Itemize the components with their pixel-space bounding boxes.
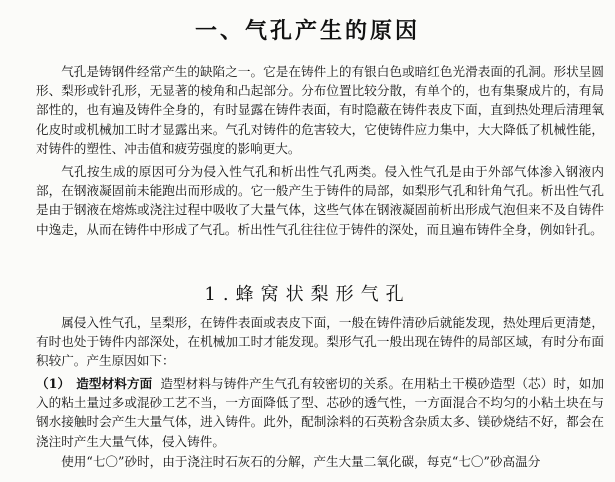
list-item-molding-material [36, 374, 604, 451]
list-item-number: （1） [36, 376, 71, 391]
paragraph-classification: 气孔按生成的原因可分为侵入性气孔和析出性气孔两类。侵入性气孔是由于外部气体渗入钢液内部，在钢液凝固前未能跑出而形成的。它一般产生于铸件的局部，如梨形气孔和针角气孔。析出性气孔是由于钢液在熔炼或浇注过程中吸收了大量气体，这些气体在钢液凝固前析出形成气泡但来不及自铸件中逸走，从而在铸件中形成了气孔。析出性气孔往往位于铸件的深处，而且遍布铸件全身，例如针孔。 [36, 164, 604, 237]
list-item-text: 造型材料与铸件产生气孔有较密切的关系。在用粘土干模砂造型（芯）时，如加入的粘土量过多或混砂工艺不当，一方面降低了型、芯砂的透气性，一方面混合不均匀的小粘土块在与钢水接触时会产生大量气体，进入铸件。此外，配制涂料的石英粉含杂质太多、镁砂烧结不好，都会在浇注时产生大量气体，侵入铸件。 [36, 376, 605, 449]
subsection-heading: 1.蜂窝状梨形气孔 [204, 284, 411, 305]
list-item-title: 造型材料方面 [76, 376, 153, 391]
paragraph-seventy-sand: 使用“七〇”砂时，由于浇注时石灰石的分解，产生大量二氧化碳，每克“七〇”砂高温分 [61, 454, 541, 469]
paragraph-definition: 气孔是铸钢件经常产生的缺陷之一。它是在铸件上的有银白色或暗红色光滑表面的孔洞。形状呈圆形、梨形或针孔形，无显著的棱角和凸起部分。分布位置比较分散，有单个的，也有集聚成片的，有局部性的，也有遍及铸件全身的，有时显露在铸件表面，有时隐蔽在铸件表皮下面，直到热处理后清理氧化皮时或机械加工时才显露出来。气孔对铸件的危害较大，它使铸件应力集中，大大降低了机械性能，对铸件的塑性、冲击值和疲劳强度的影响更大。 [36, 64, 604, 156]
section-heading: 一、气孔产生的原因 [194, 19, 420, 44]
paragraph-pear-pores: 属侵入性气孔，呈梨形，在铸件表面或表皮下面，一般在铸件清砂后就能发现，热处理后更清楚，有时也处于铸件内部深处，在机械加工时才能发现。梨形气孔一般出现在铸件的局部区域，有时分布面积较广。产生原因如下： [36, 315, 604, 369]
